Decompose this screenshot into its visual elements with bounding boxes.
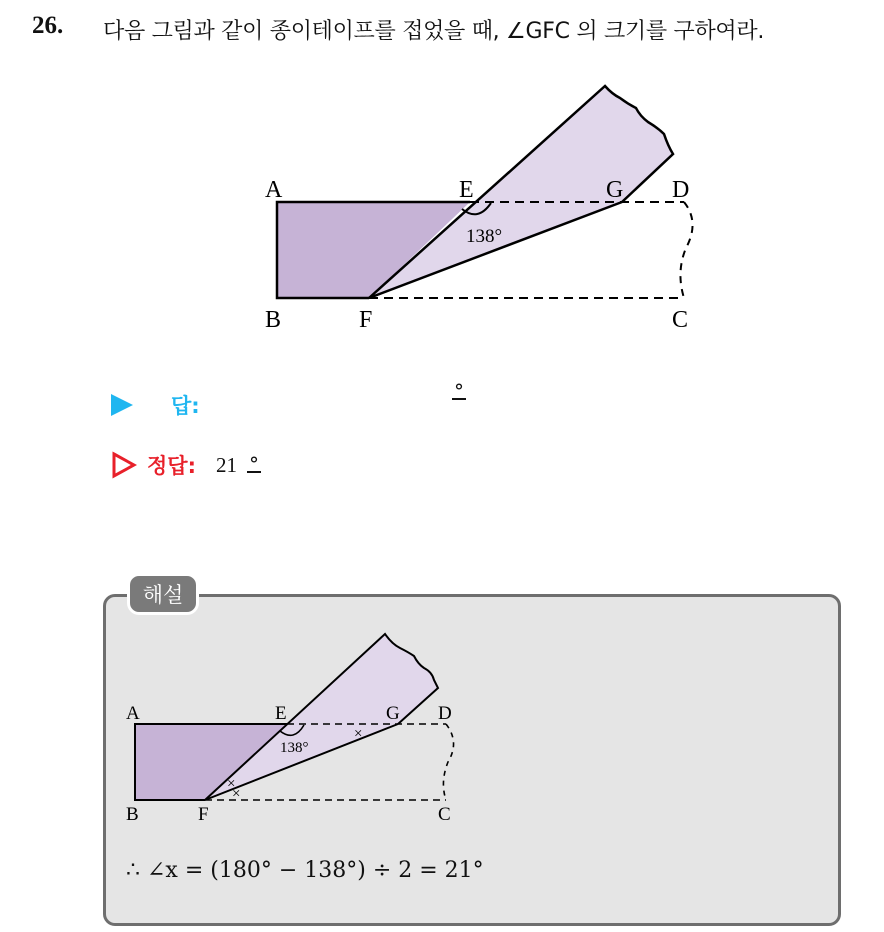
solution-equation: ∴ ∠x = (180° − 138°) ÷ 2 = 21°	[126, 858, 484, 883]
label-f: F	[359, 307, 373, 333]
angle-label: 138°	[466, 226, 503, 247]
solution-angle-label: 138°	[280, 740, 309, 756]
answer-label: 답:	[171, 394, 200, 418]
cross-mark-2: ×	[227, 776, 236, 792]
label-g: G	[606, 177, 624, 203]
label-d: D	[672, 177, 690, 203]
label-b: B	[265, 307, 282, 333]
question-text: 다음 그림과 같이 종이테이프를 접었을 때, ∠GFC 의 크기를 구하여라.	[103, 19, 765, 44]
correct-value: 21	[215, 452, 237, 477]
solution-tag: 해설	[127, 573, 199, 615]
cross-mark-1: ×	[354, 726, 363, 742]
correct-label: 정답:	[147, 454, 196, 478]
solution-label-b: B	[126, 804, 139, 825]
solution-tape-folded-part	[205, 634, 438, 800]
solution-label-a: A	[126, 703, 140, 724]
cross-mark-3: ×	[232, 786, 241, 802]
solution-label-d: D	[438, 703, 452, 724]
correct-degree: °	[248, 452, 259, 476]
answer-degree: °	[454, 379, 464, 403]
label-a: A	[265, 177, 283, 203]
solution-label-f: F	[198, 804, 209, 825]
label-e: E	[459, 177, 474, 203]
question-number: 26.	[32, 12, 64, 39]
solution-label-g: G	[386, 703, 400, 724]
label-c: C	[672, 307, 689, 333]
solution-label-c: C	[438, 804, 451, 825]
solution-label-e: E	[275, 703, 287, 724]
